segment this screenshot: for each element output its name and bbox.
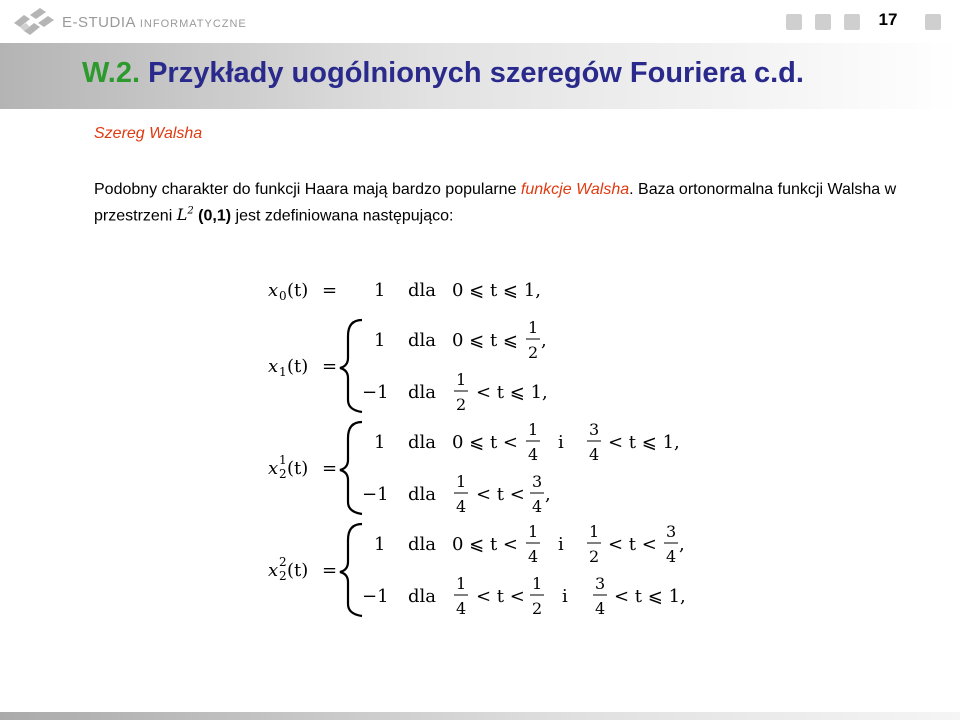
formula-x2-2 <box>268 522 686 618</box>
svg-text:(t): (t) <box>287 560 309 581</box>
svg-text:=: = <box>322 458 338 479</box>
svg-text:1: 1 <box>374 534 386 555</box>
svg-text:4: 4 <box>589 445 600 464</box>
para-part2: . Baza ortonormalna funkcji Walsha w przestrzeni <box>94 181 897 225</box>
page-number: 17 <box>878 10 898 29</box>
space-symbol: $L^2$ <box>176 205 194 225</box>
svg-text:dla: dla <box>408 280 437 301</box>
svg-text:i: i <box>558 432 564 453</box>
svg-text:x: x <box>268 280 279 301</box>
svg-text:2: 2 <box>279 467 287 481</box>
nav-first-button[interactable] <box>786 14 802 30</box>
svg-text:2: 2 <box>279 569 287 583</box>
svg-text:1: 1 <box>279 453 287 467</box>
svg-text:1: 1 <box>279 365 287 379</box>
svg-text:0 ⩽ t ⩽: 0 ⩽ t ⩽ <box>452 330 519 351</box>
svg-text:3: 3 <box>595 574 606 593</box>
section-subtitle: Szereg Walsha <box>94 125 203 142</box>
svg-text:1: 1 <box>456 574 467 593</box>
svg-text:1: 1 <box>528 420 539 439</box>
svg-text:−1: −1 <box>362 382 389 403</box>
svg-text:=: = <box>322 560 338 581</box>
svg-text:4: 4 <box>456 599 467 618</box>
svg-text:x: x <box>268 356 279 377</box>
nav-prev-button[interactable] <box>815 14 831 30</box>
svg-text:4: 4 <box>666 547 677 566</box>
svg-text:3: 3 <box>532 472 543 491</box>
svg-text:1: 1 <box>589 522 600 541</box>
svg-text:(t): (t) <box>287 458 309 479</box>
svg-text:dla: dla <box>408 484 437 505</box>
svg-text:i: i <box>558 534 564 555</box>
para-highlight: funkcje Walsha <box>520 181 630 198</box>
title-number: W.2. <box>82 57 141 89</box>
svg-text:4: 4 <box>528 547 539 566</box>
svg-text:1: 1 <box>456 370 467 389</box>
svg-text:dla: dla <box>408 586 437 607</box>
formula-x1 <box>268 318 548 414</box>
svg-text:< t ⩽ 1,: < t ⩽ 1, <box>476 382 548 403</box>
para-part3: jest zdefiniowana następująco: <box>231 207 454 225</box>
svg-text:i: i <box>562 586 568 607</box>
intro-paragraph <box>94 179 924 227</box>
nav-last-button[interactable] <box>925 14 941 30</box>
svg-text:2: 2 <box>456 395 467 414</box>
title-text: Przykłady uogólnionych szeregów Fouriera c.d. <box>148 57 804 89</box>
svg-text:−1: −1 <box>362 586 389 607</box>
svg-text:1: 1 <box>532 574 543 593</box>
svg-text:< t <: < t < <box>608 534 657 555</box>
svg-text:0 ⩽ t <: 0 ⩽ t < <box>452 534 519 555</box>
space-interval: (0,1) <box>198 207 232 225</box>
logo-mark-icon <box>14 8 54 35</box>
brand-main: E-STUDIA <box>62 14 136 31</box>
svg-text:4: 4 <box>456 497 467 516</box>
svg-text:1: 1 <box>456 472 467 491</box>
svg-text:1: 1 <box>528 522 539 541</box>
svg-text:1: 1 <box>374 432 386 453</box>
svg-text:dla: dla <box>408 382 437 403</box>
svg-text:4: 4 <box>528 445 539 464</box>
para-part1: Podobny charakter do funkcji Haara mają bardzo popularne <box>94 181 521 198</box>
svg-text:< t ⩽ 1,: < t ⩽ 1, <box>614 586 686 607</box>
brand-sub: INFORMATYCZNE <box>139 18 247 30</box>
svg-text:1: 1 <box>374 330 386 351</box>
svg-text:,: , <box>541 330 547 351</box>
svg-text:< t <: < t < <box>476 484 525 505</box>
slide-title <box>82 57 804 90</box>
svg-text:=: = <box>322 280 338 301</box>
svg-text:,: , <box>679 534 685 555</box>
brand-name <box>62 14 247 31</box>
svg-text:−1: −1 <box>362 484 389 505</box>
svg-text:=: = <box>322 356 338 377</box>
svg-text:0 ⩽ t <: 0 ⩽ t < <box>452 432 519 453</box>
walsha-formulas <box>262 262 722 642</box>
svg-text:3: 3 <box>589 420 600 439</box>
svg-text:< t ⩽ 1,: < t ⩽ 1, <box>608 432 680 453</box>
svg-text:1: 1 <box>528 318 539 337</box>
svg-text:dla: dla <box>408 330 437 351</box>
svg-text:(t): (t) <box>287 280 309 301</box>
svg-text:2: 2 <box>528 343 539 362</box>
svg-text:x: x <box>268 560 279 581</box>
svg-text:dla: dla <box>408 534 437 555</box>
nav-next-button[interactable] <box>844 14 860 30</box>
bottom-bar <box>0 712 960 720</box>
svg-text:2: 2 <box>532 599 543 618</box>
svg-text:x: x <box>268 458 279 479</box>
svg-text:4: 4 <box>595 599 606 618</box>
svg-text:dla: dla <box>408 432 437 453</box>
svg-text:< t <: < t < <box>476 586 525 607</box>
formula-x2-1 <box>268 420 680 516</box>
formula-x0 <box>268 280 541 303</box>
svg-text:,: , <box>545 484 551 505</box>
svg-text:2: 2 <box>279 555 287 569</box>
svg-text:1: 1 <box>374 280 386 301</box>
svg-text:(t): (t) <box>287 356 309 377</box>
svg-text:0: 0 <box>279 289 287 303</box>
svg-text:0 ⩽ t ⩽ 1,: 0 ⩽ t ⩽ 1, <box>452 280 541 301</box>
svg-text:4: 4 <box>532 497 543 516</box>
svg-text:3: 3 <box>666 522 677 541</box>
svg-text:2: 2 <box>589 547 600 566</box>
